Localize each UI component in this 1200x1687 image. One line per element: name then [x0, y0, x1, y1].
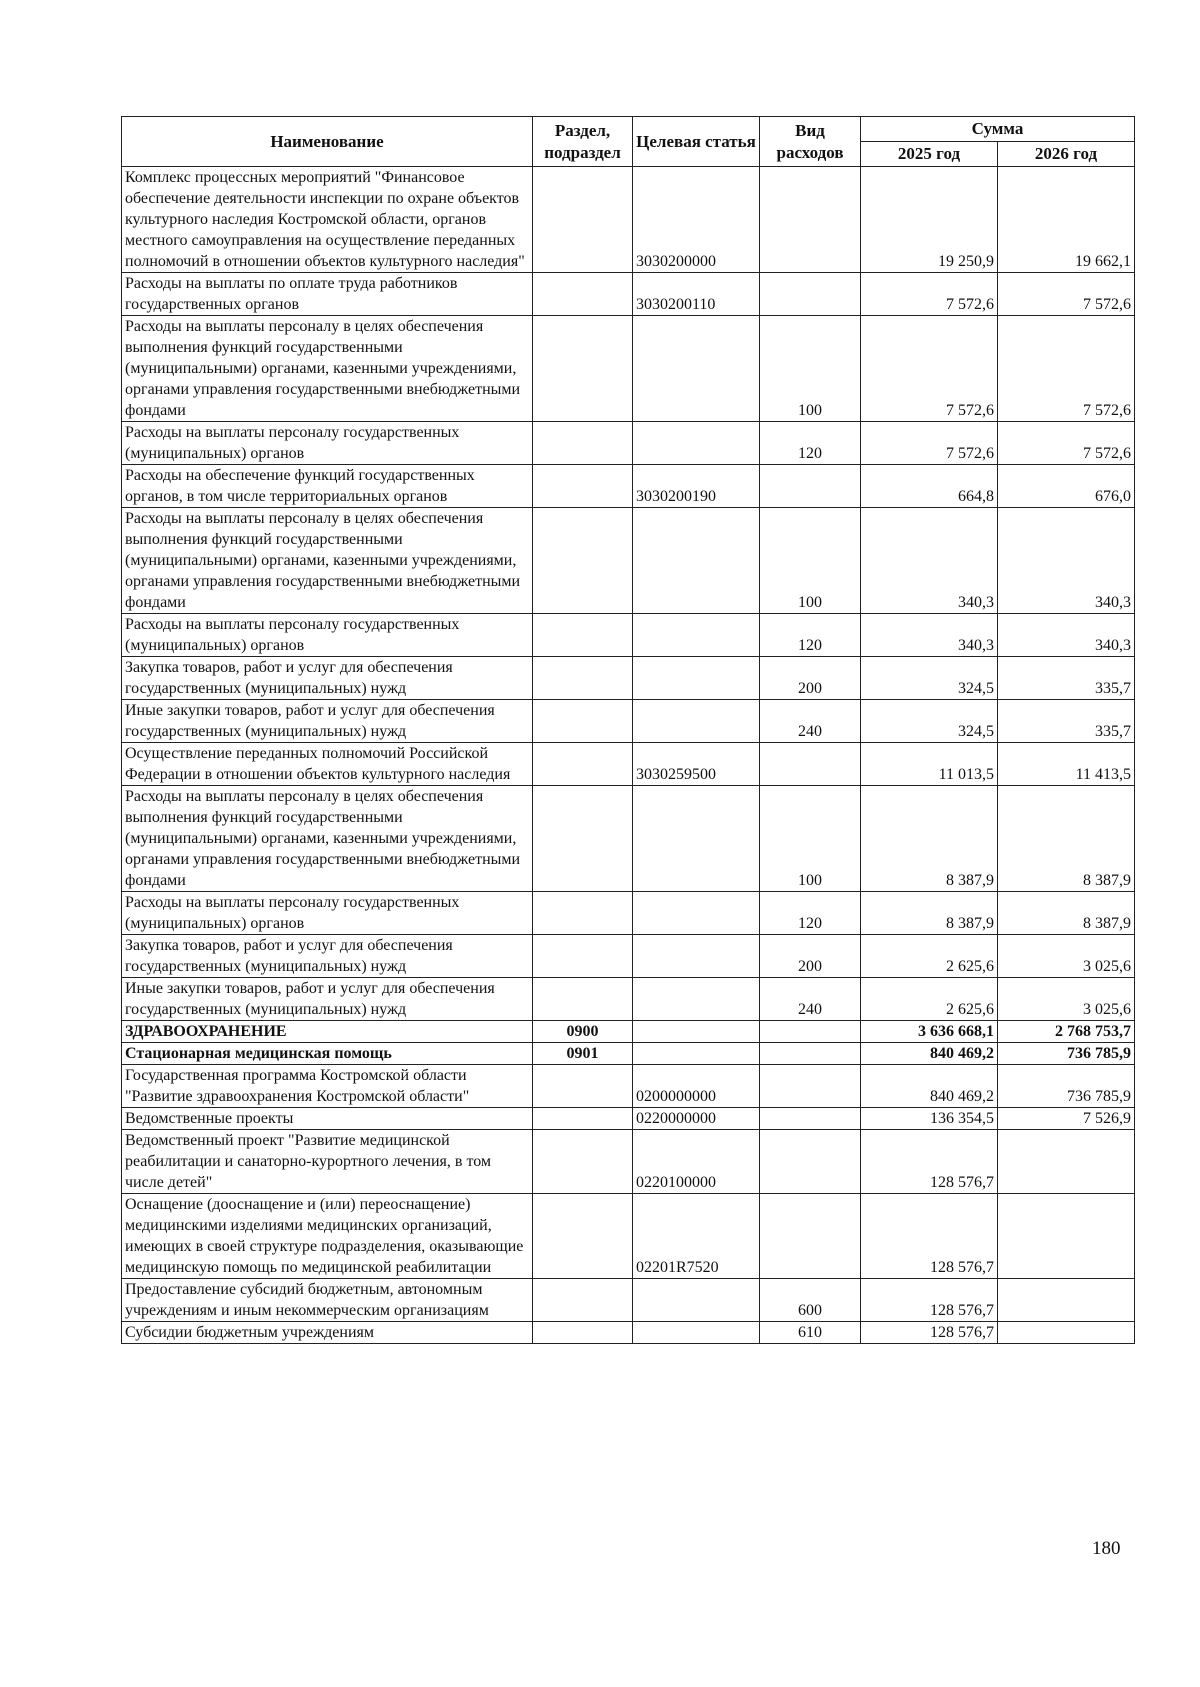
- row-name: Стационарная медицинская помощь: [122, 1043, 533, 1065]
- row-amount-2026: 335,7: [998, 700, 1135, 743]
- row-name: Оснащение (дооснащение и (или) переоснащение) медицинскими изделиями медицинских организаций, имеющих в своей структуре подразделения, оказывающие медицинскую помощь по медицинской реабилитации: [122, 1194, 533, 1279]
- row-name: Иные закупки товаров, работ и услуг для обеспечения государственных (муниципальных) нужд: [122, 700, 533, 743]
- header-expense-type: Вид расходов: [760, 117, 861, 167]
- row-section: [533, 700, 633, 743]
- row-amount-2026: [998, 1322, 1135, 1344]
- row-target: [633, 422, 760, 465]
- row-name: Государственная программа Костромской области "Развитие здравоохранения Костромской области": [122, 1065, 533, 1108]
- row-target: [633, 700, 760, 743]
- row-target: 3030200190: [633, 465, 760, 508]
- row-target: [633, 935, 760, 978]
- page-number: 180: [1092, 1538, 1121, 1559]
- row-amount-2025: 8 387,9: [861, 892, 998, 935]
- row-target: [633, 892, 760, 935]
- row-name: Расходы на выплаты по оплате труда работников государственных органов: [122, 273, 533, 316]
- row-target: 3030200110: [633, 273, 760, 316]
- row-target: [633, 657, 760, 700]
- row-target: [633, 614, 760, 657]
- row-amount-2026: 8 387,9: [998, 892, 1135, 935]
- row-amount-2025: 324,5: [861, 700, 998, 743]
- table-row: [122, 1108, 1135, 1130]
- row-name: Ведомственные проекты: [122, 1108, 533, 1130]
- row-amount-2025: 128 576,7: [861, 1130, 998, 1194]
- header-sum: Сумма: [861, 117, 1135, 142]
- table-row: [122, 1065, 1135, 1108]
- table-row: [122, 273, 1135, 316]
- row-target: [633, 1322, 760, 1344]
- row-name: Закупка товаров, работ и услуг для обеспечения государственных (муниципальных) нужд: [122, 935, 533, 978]
- row-section: [533, 786, 633, 892]
- row-expense-type: [760, 1065, 861, 1108]
- table-row: [122, 1279, 1135, 1322]
- row-expense-type: [760, 167, 861, 273]
- row-expense-type: 120: [760, 614, 861, 657]
- row-name: Субсидии бюджетным учреждениям: [122, 1322, 533, 1344]
- row-amount-2026: 8 387,9: [998, 786, 1135, 892]
- row-amount-2025: 340,3: [861, 508, 998, 614]
- row-amount-2026: [998, 1194, 1135, 1279]
- row-expense-type: 120: [760, 892, 861, 935]
- row-expense-type: [760, 1108, 861, 1130]
- row-amount-2025: 19 250,9: [861, 167, 998, 273]
- row-amount-2026: 3 025,6: [998, 978, 1135, 1021]
- row-section: [533, 1279, 633, 1322]
- row-amount-2026: [998, 1130, 1135, 1194]
- row-section: [533, 1065, 633, 1108]
- row-expense-type: 240: [760, 978, 861, 1021]
- row-section: [533, 978, 633, 1021]
- row-target: 02201R7520: [633, 1194, 760, 1279]
- header-section: Раздел, подраздел: [533, 117, 633, 167]
- table-row: [122, 978, 1135, 1021]
- row-expense-type: [760, 1194, 861, 1279]
- row-target: [633, 786, 760, 892]
- row-amount-2025: 7 572,6: [861, 316, 998, 422]
- header-year-2025: 2025 год: [861, 142, 998, 167]
- row-amount-2026: 2 768 753,7: [998, 1021, 1135, 1043]
- row-amount-2025: 340,3: [861, 614, 998, 657]
- row-section: [533, 167, 633, 273]
- header-name: Наименование: [122, 117, 533, 167]
- row-amount-2026: 3 025,6: [998, 935, 1135, 978]
- row-target: [633, 316, 760, 422]
- row-section: [533, 422, 633, 465]
- row-name: Расходы на обеспечение функций государственных органов, в том числе территориальных органов: [122, 465, 533, 508]
- table-row: [122, 786, 1135, 892]
- row-amount-2025: 3 636 668,1: [861, 1021, 998, 1043]
- row-section: [533, 316, 633, 422]
- row-expense-type: 200: [760, 935, 861, 978]
- row-name: Расходы на выплаты персоналу государственных (муниципальных) органов: [122, 614, 533, 657]
- header-year-2026: 2026 год: [998, 142, 1135, 167]
- row-section: 0901: [533, 1043, 633, 1065]
- row-name: ЗДРАВООХРАНЕНИЕ: [122, 1021, 533, 1043]
- row-target: 0220100000: [633, 1130, 760, 1194]
- row-amount-2026: 7 526,9: [998, 1108, 1135, 1130]
- row-expense-type: [760, 1130, 861, 1194]
- row-target: [633, 508, 760, 614]
- table-row: [122, 935, 1135, 978]
- row-target: [633, 1043, 760, 1065]
- row-name: Расходы на выплаты персоналу в целях обеспечения выполнения функций государственными (муниципальными) органами, казенными учреждениями, органами управления государственными внебюджетными фондами: [122, 508, 533, 614]
- row-section: [533, 743, 633, 786]
- row-target: [633, 1279, 760, 1322]
- row-amount-2025: 128 576,7: [861, 1279, 998, 1322]
- row-section: 0900: [533, 1021, 633, 1043]
- row-amount-2026: 736 785,9: [998, 1043, 1135, 1065]
- row-expense-type: 600: [760, 1279, 861, 1322]
- row-section: [533, 1322, 633, 1344]
- table-row: [122, 892, 1135, 935]
- row-expense-type: 610: [760, 1322, 861, 1344]
- row-amount-2025: 128 576,7: [861, 1322, 998, 1344]
- row-amount-2025: 136 354,5: [861, 1108, 998, 1130]
- row-expense-type: 100: [760, 316, 861, 422]
- row-name: Расходы на выплаты персоналу в целях обеспечения выполнения функций государственными (муниципальными) органами, казенными учреждениями, органами управления государственными внебюджетными фондами: [122, 316, 533, 422]
- row-amount-2026: 335,7: [998, 657, 1135, 700]
- row-amount-2025: 840 469,2: [861, 1043, 998, 1065]
- row-section: [533, 465, 633, 508]
- row-amount-2025: 2 625,6: [861, 935, 998, 978]
- row-section: [533, 892, 633, 935]
- table-row: [122, 422, 1135, 465]
- row-amount-2025: 2 625,6: [861, 978, 998, 1021]
- row-section: [533, 935, 633, 978]
- row-amount-2026: 11 413,5: [998, 743, 1135, 786]
- row-amount-2026: [998, 1279, 1135, 1322]
- row-amount-2026: 7 572,6: [998, 422, 1135, 465]
- row-amount-2026: 7 572,6: [998, 273, 1135, 316]
- row-amount-2026: 736 785,9: [998, 1065, 1135, 1108]
- row-expense-type: [760, 273, 861, 316]
- row-name: Расходы на выплаты персоналу государственных (муниципальных) органов: [122, 422, 533, 465]
- row-expense-type: [760, 743, 861, 786]
- row-expense-type: 200: [760, 657, 861, 700]
- table-row: [122, 657, 1135, 700]
- row-section: [533, 657, 633, 700]
- row-section: [533, 273, 633, 316]
- table-header: [122, 117, 1135, 167]
- row-amount-2025: 840 469,2: [861, 1065, 998, 1108]
- row-target: [633, 1021, 760, 1043]
- row-expense-type: [760, 1043, 861, 1065]
- table-row: [122, 614, 1135, 657]
- table-row: [122, 1194, 1135, 1279]
- row-name: Расходы на выплаты персоналу в целях обеспечения выполнения функций государственными (муниципальными) органами, казенными учреждениями, органами управления государственными внебюджетными фондами: [122, 786, 533, 892]
- row-amount-2026: 676,0: [998, 465, 1135, 508]
- row-name: Расходы на выплаты персоналу государственных (муниципальных) органов: [122, 892, 533, 935]
- table-row: [122, 1130, 1135, 1194]
- row-section: [533, 1194, 633, 1279]
- row-target: 0220000000: [633, 1108, 760, 1130]
- table-body: [122, 167, 1135, 1344]
- row-expense-type: 100: [760, 508, 861, 614]
- table-row: [122, 700, 1135, 743]
- row-expense-type: 100: [760, 786, 861, 892]
- row-target: [633, 978, 760, 1021]
- row-section: [533, 614, 633, 657]
- row-target: 3030200000: [633, 167, 760, 273]
- row-amount-2025: 8 387,9: [861, 786, 998, 892]
- table-row: [122, 743, 1135, 786]
- budget-table: [121, 116, 1135, 1344]
- row-section: [533, 1108, 633, 1130]
- table-row: [122, 1021, 1135, 1043]
- row-name: Ведомственный проект "Развитие медицинской реабилитации и санаторно-курортного лечения, в том числе детей": [122, 1130, 533, 1194]
- table-row: [122, 1043, 1135, 1065]
- row-amount-2025: 128 576,7: [861, 1194, 998, 1279]
- row-amount-2025: 7 572,6: [861, 273, 998, 316]
- table-row: [122, 167, 1135, 273]
- row-name: Осуществление переданных полномочий Российской Федерации в отношении объектов культурного наследия: [122, 743, 533, 786]
- row-amount-2026: 340,3: [998, 614, 1135, 657]
- row-name: Комплекс процессных мероприятий "Финансовое обеспечение деятельности инспекции по охране объектов культурного наследия Костромской области, органов местного самоуправления на осуществление переданных полномочий в отношении объектов культурного наследия": [122, 167, 533, 273]
- row-expense-type: 240: [760, 700, 861, 743]
- table-row: [122, 465, 1135, 508]
- row-amount-2025: 7 572,6: [861, 422, 998, 465]
- row-expense-type: [760, 1021, 861, 1043]
- row-target: 3030259500: [633, 743, 760, 786]
- row-section: [533, 1130, 633, 1194]
- row-expense-type: 120: [760, 422, 861, 465]
- table-row: [122, 508, 1135, 614]
- row-name: Предоставление субсидий бюджетным, автономным учреждениям и иным некоммерческим организациям: [122, 1279, 533, 1322]
- table-row: [122, 316, 1135, 422]
- row-expense-type: [760, 465, 861, 508]
- row-amount-2025: 11 013,5: [861, 743, 998, 786]
- row-amount-2026: 7 572,6: [998, 316, 1135, 422]
- header-target: Целевая статья: [633, 117, 760, 167]
- row-target: 0200000000: [633, 1065, 760, 1108]
- row-name: Закупка товаров, работ и услуг для обеспечения государственных (муниципальных) нужд: [122, 657, 533, 700]
- row-amount-2025: 664,8: [861, 465, 998, 508]
- row-amount-2026: 340,3: [998, 508, 1135, 614]
- row-section: [533, 508, 633, 614]
- table-row: [122, 1322, 1135, 1344]
- row-name: Иные закупки товаров, работ и услуг для обеспечения государственных (муниципальных) нужд: [122, 978, 533, 1021]
- row-amount-2025: 324,5: [861, 657, 998, 700]
- row-amount-2026: 19 662,1: [998, 167, 1135, 273]
